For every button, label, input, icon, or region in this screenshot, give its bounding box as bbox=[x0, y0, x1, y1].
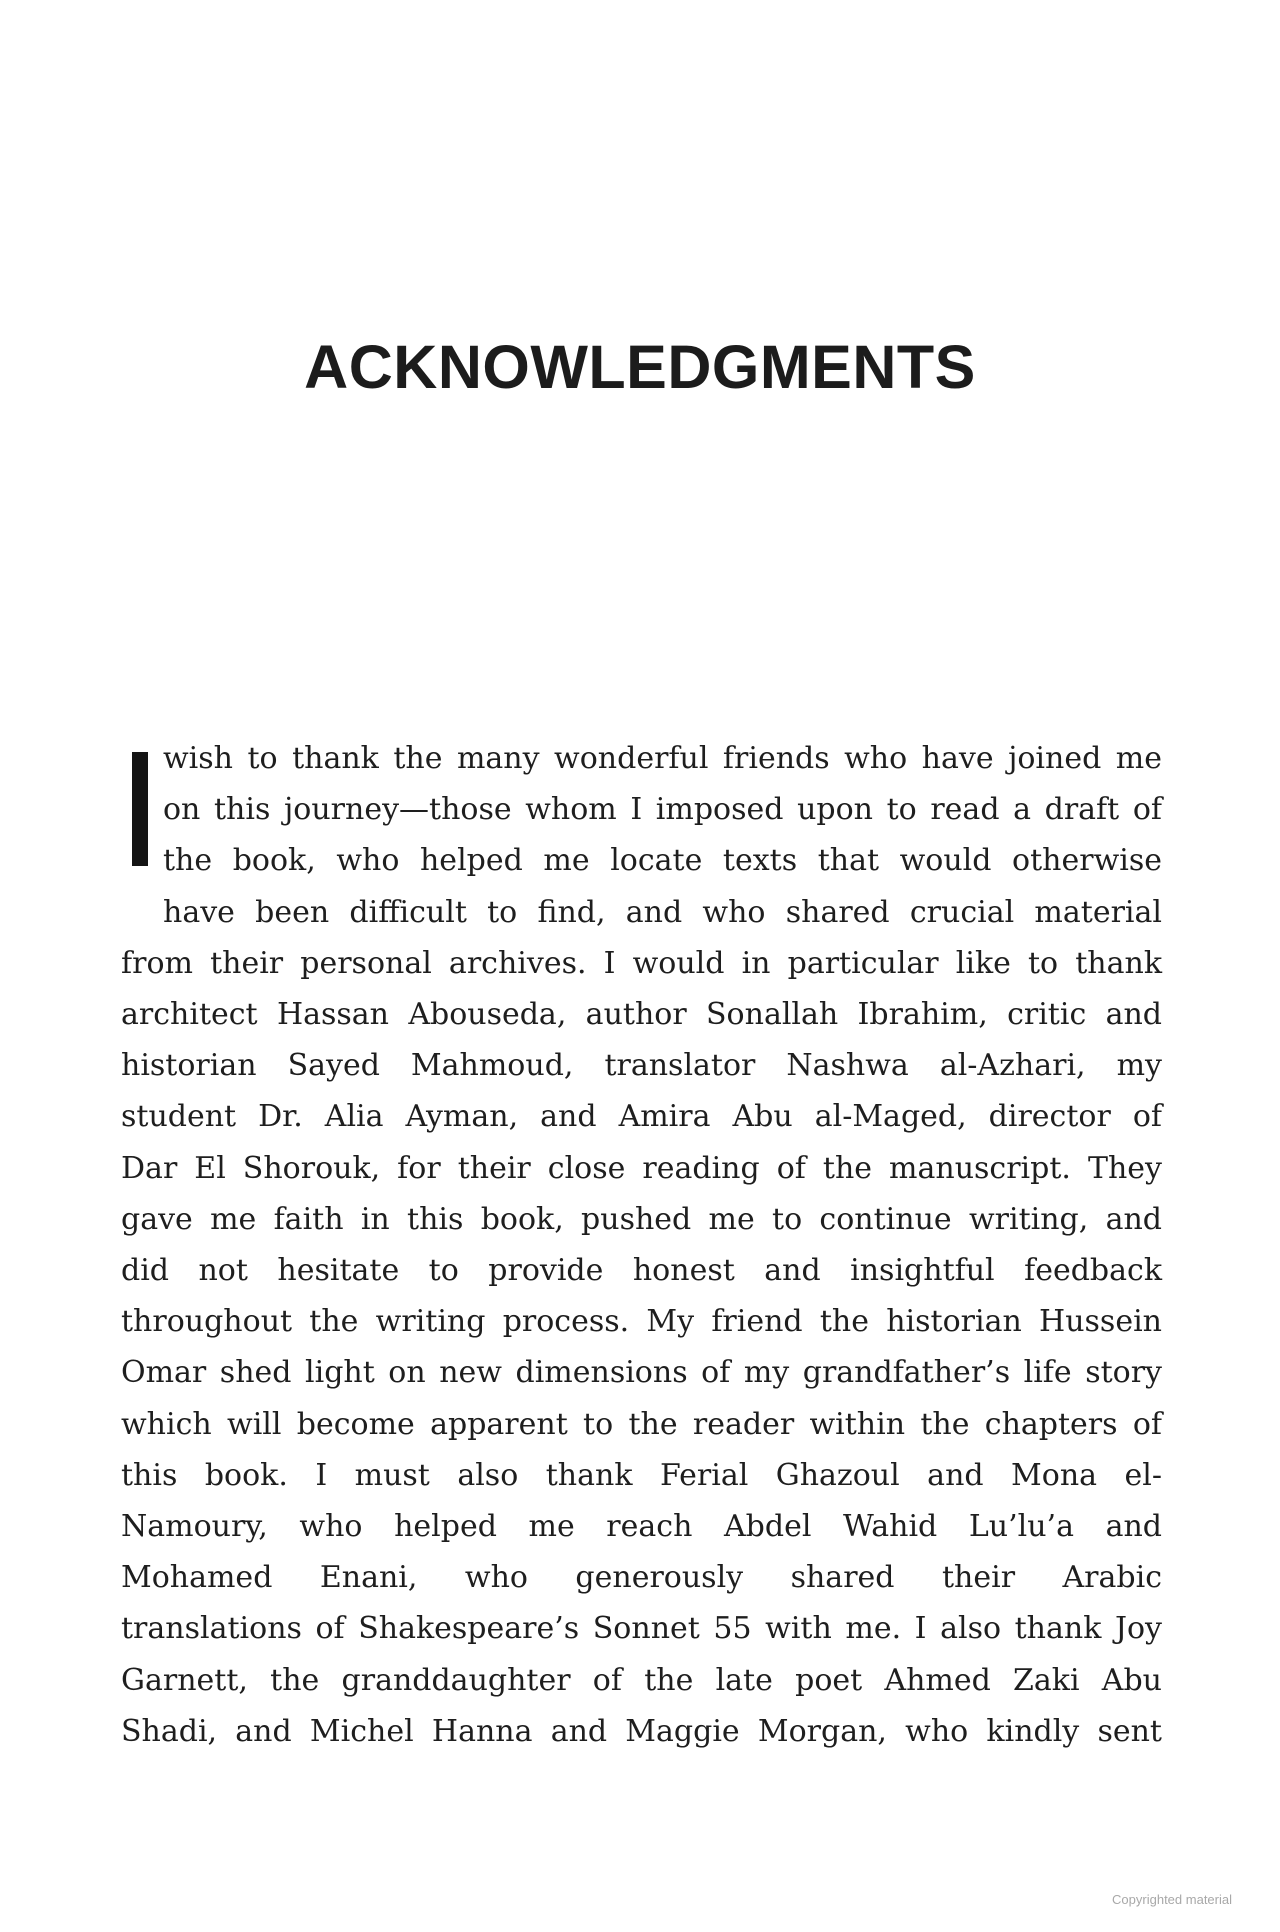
text-line: throughout the writing process. My friend the historian Hussein bbox=[121, 1304, 1162, 1340]
text-line: Namoury, who helped me reach Abdel Wahid Lu’lu’a and bbox=[121, 1509, 1162, 1545]
text-line: Shadi, and Michel Hanna and Maggie Morgan, who kindly sent bbox=[121, 1713, 1162, 1749]
text-line: Omar shed light on new dimensions of my grandfather’s life story bbox=[121, 1355, 1162, 1391]
text-line: from their personal archives. I would in particular like to thank bbox=[121, 945, 1162, 981]
text-line: wish to thank the many wonderful friends who have joined me bbox=[163, 741, 1162, 776]
text-line: on this journey—those whom I imposed upon to read a draft of bbox=[163, 792, 1162, 828]
text-line: this book. I must also thank Ferial Ghazoul and Mona el- bbox=[121, 1457, 1162, 1493]
text-line: have been difficult to find, and who shared crucial material bbox=[163, 894, 1162, 930]
text-line: translations of Shakespeare’s Sonnet 55 with me. I also thank Joy bbox=[121, 1611, 1162, 1647]
text-line: Mohamed Enani, who generously shared their Arabic bbox=[121, 1560, 1162, 1596]
copyright-watermark: Copyrighted material bbox=[1112, 1892, 1232, 1907]
text-line: student Dr. Alia Ayman, and Amira Abu al-Maged, director of bbox=[121, 1099, 1162, 1135]
chapter-heading: ACKNOWLEDGMENTS bbox=[304, 333, 976, 401]
text-line: gave me faith in this book, pushed me to continue writing, and bbox=[121, 1201, 1162, 1237]
text-line: the book, who helped me locate texts that would otherwise bbox=[163, 843, 1162, 879]
text-line: Dar El Shorouk, for their close reading of the manuscript. They bbox=[121, 1150, 1162, 1186]
text-line: did not hesitate to provide honest and insightful feedback bbox=[121, 1253, 1162, 1289]
body-paragraph bbox=[121, 733, 1162, 1757]
text-line: Garnett, the granddaughter of the late poet Ahmed Zaki Abu bbox=[121, 1662, 1162, 1698]
text-line: architect Hassan Abouseda, author Sonallah Ibrahim, critic and bbox=[121, 997, 1162, 1033]
text-line: historian Sayed Mahmoud, translator Nashwa al-Azhari, my bbox=[121, 1048, 1162, 1084]
text-line: which will become apparent to the reader within the chapters of bbox=[121, 1406, 1162, 1442]
